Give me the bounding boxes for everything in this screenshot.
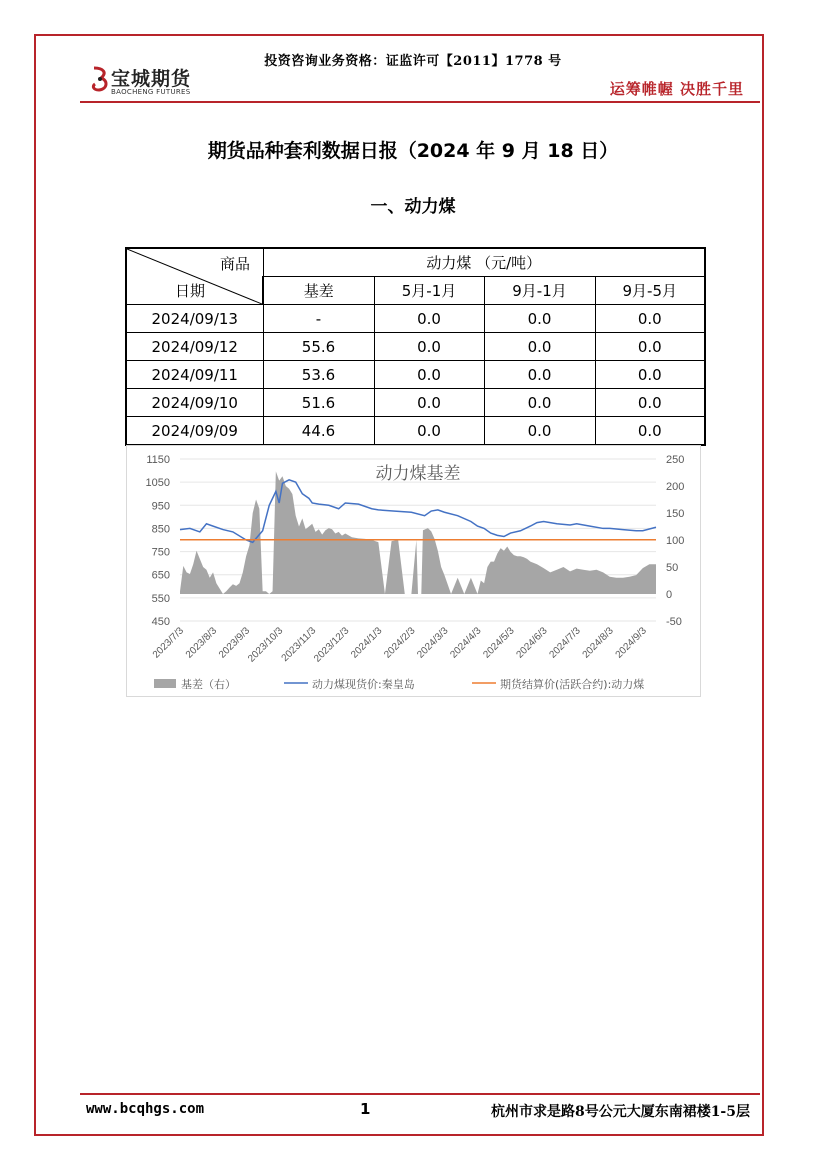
table-cell: - [263, 305, 374, 333]
table-cell: 0.0 [595, 333, 705, 361]
x-tick-label: 2024/1/3 [349, 625, 385, 661]
legend-label-spot: 动力煤现货价:秦皇岛 [312, 678, 415, 691]
x-tick-label: 2023/12/3 [312, 625, 352, 665]
table-cell: 0.0 [595, 305, 705, 333]
table-cell: 0.0 [484, 305, 595, 333]
table-cell: 0.0 [374, 305, 484, 333]
y-right-tick-label: 150 [666, 508, 685, 520]
table-row [126, 305, 705, 333]
legend-label-futures: 期货结算价(活跃合约):动力煤 [500, 678, 645, 691]
x-tick-label: 2023/7/3 [150, 625, 187, 661]
table-cell: 0.0 [484, 389, 595, 417]
table-cell: 0.0 [374, 417, 484, 446]
y-right-tick-label: 200 [666, 481, 685, 493]
table-cell: 51.6 [263, 389, 374, 417]
y-left-tick-label: 750 [151, 546, 170, 559]
column-header: 基差 [263, 277, 374, 305]
y-right-tick-label: -50 [666, 616, 682, 628]
y-right-tick-label: 50 [666, 562, 679, 574]
basis-area [180, 471, 656, 594]
group-header: 动力煤 （元/吨） [263, 248, 705, 277]
x-tick-label: 2023/9/3 [216, 625, 253, 661]
y-left-tick-label: 650 [151, 569, 170, 582]
header-divider [80, 101, 760, 103]
table-cell: 0.0 [374, 389, 484, 417]
logo-english: BAOCHENG FUTURES [111, 88, 191, 96]
footer-address: 杭州市求是路8号公元大厦东南裙楼1-5层 [490, 1104, 750, 1120]
y-right-tick-label: 0 [666, 589, 673, 601]
column-header: 9月-5月 [595, 277, 705, 305]
column-header: 5月-1月 [374, 277, 484, 305]
table-cell: 55.6 [263, 333, 374, 361]
y-left-tick-label: 1150 [146, 454, 170, 466]
table-cell: 0.0 [595, 417, 705, 446]
x-tick-label: 2024/6/3 [514, 625, 550, 661]
basis-chart [126, 445, 701, 697]
footer-url: www.bcqhgs.com [86, 1101, 205, 1117]
table-row [126, 417, 705, 446]
x-tick-label: 2024/7/3 [547, 625, 583, 661]
x-tick-label: 2024/8/3 [580, 625, 616, 661]
x-tick-label: 2023/11/3 [279, 625, 319, 665]
table-cell: 0.0 [374, 361, 484, 389]
x-tick-label: 2024/3/3 [415, 625, 451, 661]
x-tick-label: 2023/10/3 [246, 625, 286, 665]
logo-text: 宝城期货 [111, 68, 192, 90]
y-left-tick-label: 550 [151, 592, 170, 605]
row-date: 2024/09/13 [126, 305, 263, 333]
table-row [126, 361, 705, 389]
y-left-tick-label: 850 [151, 523, 170, 536]
report-title: 期货品种套利数据日报（2024 年 9 月 18 日） [207, 140, 619, 162]
y-left-tick-label: 1050 [145, 477, 170, 490]
y-right-tick-label: 250 [666, 454, 685, 466]
corner-label-commodity: 商品 [219, 255, 250, 273]
row-date: 2024/09/10 [126, 389, 263, 417]
row-date: 2024/09/09 [126, 417, 263, 446]
chart-title: 动力煤基差 [375, 464, 461, 484]
x-tick-label: 2024/9/3 [613, 625, 649, 661]
x-tick-label: 2024/2/3 [382, 625, 418, 661]
column-header: 9月-1月 [484, 277, 595, 305]
table-cell: 0.0 [595, 389, 705, 417]
table-cell: 0.0 [484, 333, 595, 361]
corner-label-date: 日期 [175, 282, 206, 300]
y-left-tick-label: 950 [151, 500, 170, 513]
table-row [126, 389, 705, 417]
license-text: 投资咨询业务资格：证监许可【2011】1778 号 [264, 54, 562, 69]
legend-label-basis: 基差（右） [181, 678, 236, 691]
x-tick-label: 2024/4/3 [448, 625, 484, 661]
table-cell: 0.0 [484, 361, 595, 389]
slogan: 运筹帷幄 决胜千里 [609, 80, 744, 98]
table-header-row [126, 248, 705, 277]
footer-divider [80, 1093, 760, 1095]
x-tick-label: 2023/8/3 [183, 625, 220, 661]
row-date: 2024/09/11 [126, 361, 263, 389]
table-row [126, 333, 705, 361]
table-corner-cell [126, 248, 263, 305]
table-cell: 0.0 [595, 361, 705, 389]
y-left-tick-label: 450 [151, 616, 170, 628]
section-title: 一、动力煤 [370, 197, 456, 217]
logo-icon [91, 66, 109, 92]
legend-swatch-basis [154, 679, 176, 688]
row-date: 2024/09/12 [126, 333, 263, 361]
table-cell: 44.6 [263, 417, 374, 446]
spread-table [125, 247, 706, 446]
x-tick-label: 2024/5/3 [481, 625, 517, 661]
y-right-tick-label: 100 [666, 535, 685, 547]
table-cell: 53.6 [263, 361, 374, 389]
page-number: 1 [360, 1100, 371, 1118]
table-cell: 0.0 [374, 333, 484, 361]
table-cell: 0.0 [484, 417, 595, 446]
